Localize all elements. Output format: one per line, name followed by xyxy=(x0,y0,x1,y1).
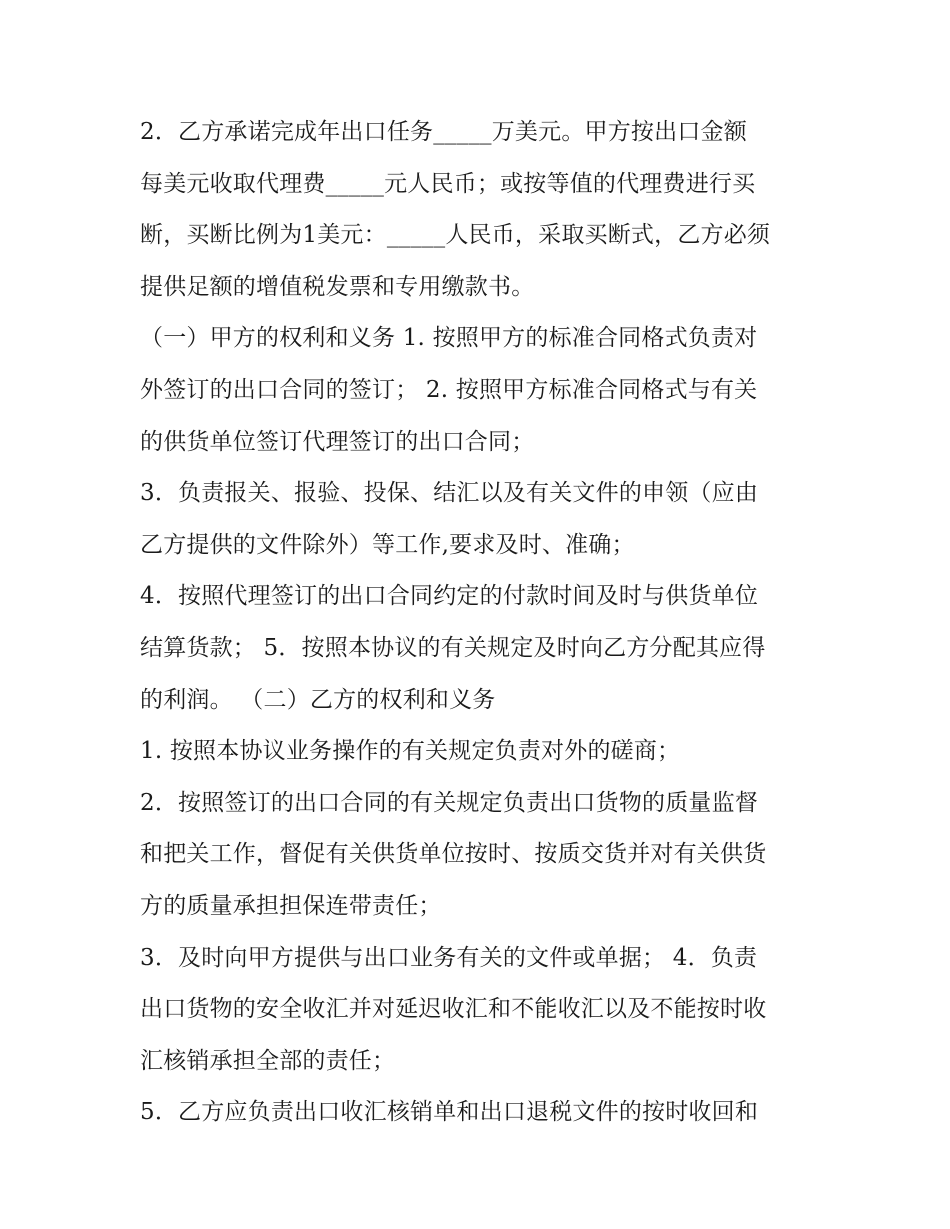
contract-body xyxy=(140,107,820,1139)
text-line: 断，买断比例为1美元：_____人民币，采取买断式，乙方必须 xyxy=(140,222,771,249)
text-line: 3．负责报关、报验、投保、结汇以及有关文件的申领（应由 xyxy=(140,480,759,507)
text-line: 的供货单位签订代理签订的出口合同； xyxy=(140,428,535,455)
text-line: 2．按照签订的出口合同的有关规定负责出口货物的质量监督 xyxy=(140,789,759,816)
text-line: 2．乙方承诺完成年出口任务_____万美元。甲方按出口金额 xyxy=(140,119,747,145)
text-line: 和把关工作，督促有关供货单位按时、按质交货并对有关供货 xyxy=(140,841,767,868)
text-line: 5．乙方应负责出口收汇核销单和出口退税文件的按时收回和 xyxy=(140,1099,759,1126)
text-line: 汇核销承担全部的责任； xyxy=(140,1047,396,1074)
text-line: （一）甲方的权利和义务 1. 按照甲方的标准合同格式负责对 xyxy=(140,325,758,352)
text-line: 4．按照代理签订的出口合同约定的付款时间及时与供货单位 xyxy=(140,583,759,610)
text-line: 每美元收取代理费_____元人民币；或按等值的代理费进行买 xyxy=(140,170,756,197)
text-line: 1. 按照本协议业务操作的有关规定负责对外的磋商； xyxy=(140,738,681,765)
text-line: 结算货款； 5．按照本协议的有关规定及时向乙方分配其应得 xyxy=(140,634,766,661)
text-line: 出口货物的安全收汇并对延迟收汇和不能收汇以及不能按时收 xyxy=(140,996,767,1023)
text-line: 方的质量承担担保连带责任； xyxy=(140,892,442,919)
text-line: 的利润。 （二）乙方的权利和义务 xyxy=(140,686,496,713)
text-line: 提供足额的增值税发票和专用缴款书。 xyxy=(140,273,535,300)
text-line: 外签订的出口合同的签订； 2. 按照甲方标准合同格式与有关 xyxy=(140,376,758,403)
text-line: 乙方提供的文件除外）等工作,要求及时、准确； xyxy=(140,531,635,558)
text-line: 3．及时向甲方提供与出口业务有关的文件或单据； 4．负责 xyxy=(140,944,758,971)
